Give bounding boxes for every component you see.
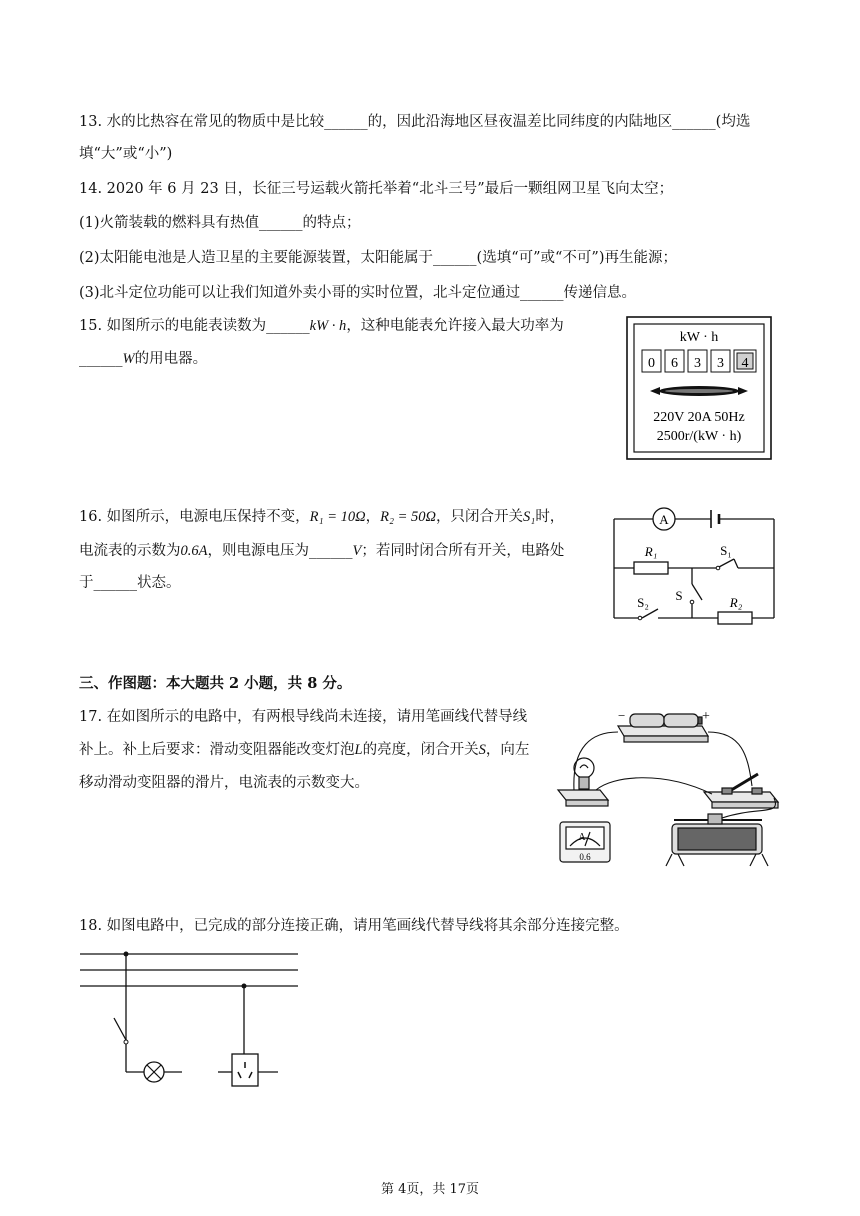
q18-line-1: 18. 如图电路中，已完成的部分连接正确，请用笔画线代替导线将其余部分连接完整。 (79, 918, 629, 934)
q16-text-e: ，则电源电压为______ (207, 543, 353, 559)
q15-line-1 (79, 316, 564, 336)
meter-digit-5: 4 (741, 356, 749, 371)
q16-unit-v: V (352, 543, 362, 559)
q15-text-a: 15. 如图所示的电能表读数为______ (79, 318, 310, 334)
meter-unit: kW · h (679, 330, 719, 345)
q15-unit-kwh: kW · h (309, 318, 347, 334)
s-label: S (675, 588, 683, 603)
section-3-heading: 三、作图题：本大题共 2 小题，共 8 分。 (79, 675, 352, 692)
battery-plus-label: + (702, 709, 710, 724)
meter-digits (642, 350, 756, 372)
q16-r2-value: R₂ = 50Ω (380, 509, 437, 525)
q17-line-2 (79, 740, 529, 760)
electric-meter-figure (626, 316, 772, 460)
q17-text-a: 补上。补上后要求：滑动变阻器能改变灯泡 (79, 742, 355, 758)
q16-line-1 (79, 507, 564, 527)
q14-stem: 14. 2020 年 6 月 23 日，长征三号运载火箭托举着“北斗三号”最后一颗组网卫星飞向太空； (79, 181, 674, 197)
ammeter-scale-label: 0.6 (579, 852, 591, 862)
q16-line-2 (79, 541, 564, 561)
socket-symbol-icon (232, 1054, 258, 1086)
q17-line-3: 移动滑动变阻器的滑片，电流表的示数变大。 (79, 775, 369, 791)
q15-line-2 (79, 349, 207, 369)
q13-line-2: 填“大”或“小”) (79, 146, 173, 162)
q17-apparatus-figure (552, 706, 784, 872)
q16-r1-value: R₁ = 10Ω (309, 509, 366, 525)
meter-digit-2: 6 (671, 356, 678, 371)
ammeter-label: A (659, 512, 669, 527)
q16-text-a: 16. 如图所示，电源电压保持不变， (79, 509, 310, 525)
q15-text-b: ，这种电能表允许接入最大功率为 (346, 318, 564, 334)
q15-blank: ______ (79, 351, 123, 367)
q16-sep: ， (365, 509, 381, 525)
q14-part-2: (2)太阳能电池是人造卫星的主要能源装置，太阳能属于______(选填“可”或“不可”)再生能源； (79, 250, 678, 266)
lamp-symbol-icon (144, 1062, 164, 1082)
q18-household-circuit (78, 944, 302, 1090)
q16-current: 0.6A (180, 543, 208, 559)
q14-part-3: (3)北斗定位功能可以让我们知道外卖小哥的实时位置，北斗定位通过______传递信息。 (79, 285, 637, 301)
q15-unit-w: W (122, 351, 135, 367)
q17-switch-symbol: S (478, 742, 486, 758)
q16-line-3: 于______状态。 (79, 575, 181, 591)
meter-digit-3: 3 (694, 356, 701, 371)
q16-s1: S₁ (523, 509, 536, 525)
ammeter-a-label: A (578, 832, 586, 843)
r1-label: R₁ (644, 544, 658, 559)
resistor-r2-icon (718, 612, 752, 624)
q16-text-c: 时， (535, 509, 565, 525)
s1-label: S₁ (720, 543, 732, 558)
q17-line-1: 17. 在如图所示的电路中，有两根导线尚未连接，请用笔画线代替导线 (79, 709, 528, 725)
meter-spec-2: 2500r/(kW · h) (656, 429, 742, 444)
r2-label: R₂ (729, 595, 743, 610)
q16-text-d: 电流表的示数为 (79, 543, 181, 559)
q16-text-b: ，只闭合开关 (436, 509, 524, 525)
q14-part-1: (1)火箭装载的燃料具有热值______的特点； (79, 215, 361, 231)
q13-line-1: 13. 水的比热容在常见的物质中是比较______的，因此沿海地区昼夜温差比同纬度的内陆地区______(均选 (79, 114, 751, 130)
q17-text-c: ，向左 (485, 742, 530, 758)
q15-text-c: 的用电器。 (134, 351, 208, 367)
q17-lamp-symbol: L (354, 742, 363, 758)
meter-digit-1: 0 (648, 356, 655, 371)
meter-spec-1: 220V 20A 50Hz (653, 410, 745, 425)
battery-minus-label: − (618, 708, 626, 723)
meter-digit-4: 3 (717, 356, 724, 371)
q16-text-f: ；若同时闭合所有开关，电路处 (361, 543, 565, 559)
q16-circuit-diagram (608, 504, 780, 628)
page-footer: 第 4页，共 17页 (380, 1182, 480, 1197)
resistor-r1-icon (634, 562, 668, 574)
s2-label: S₂ (637, 595, 649, 610)
q17-text-b: 的亮度，闭合开关 (362, 742, 479, 758)
